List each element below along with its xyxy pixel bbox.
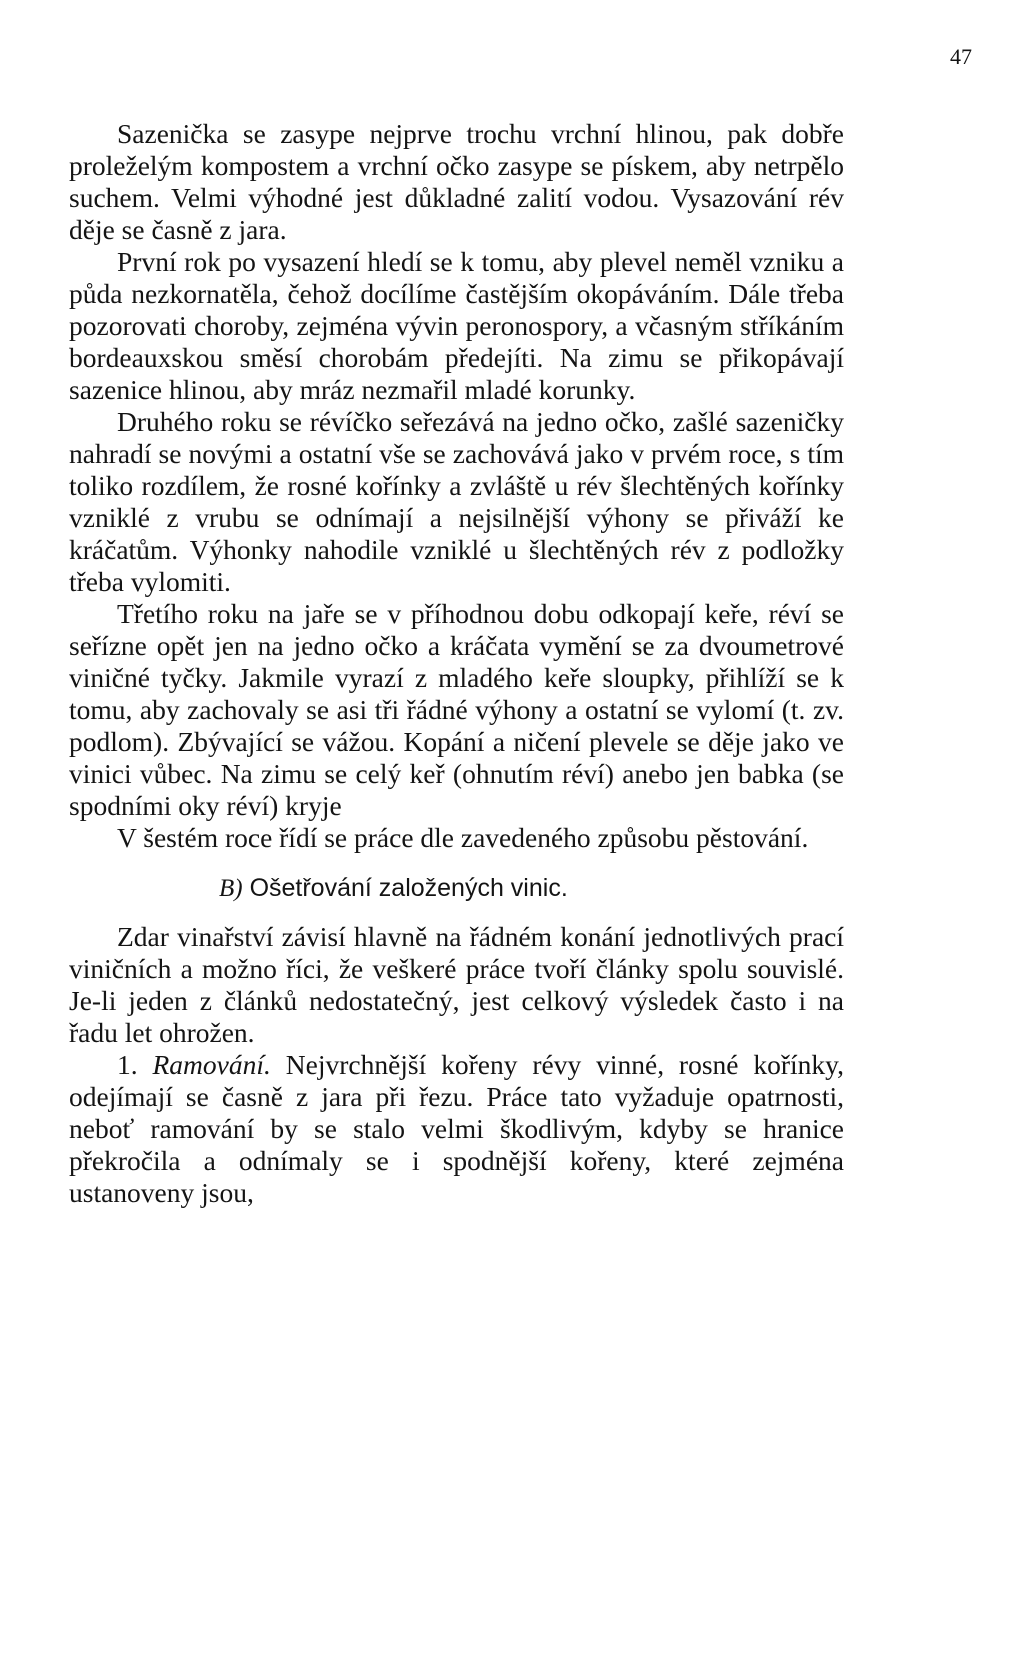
paragraph-1: Sazenička se zasype nejprve trochu vrchní hlinou, pak dobře proleželým kompostem a vrchní očko zasype se pískem, aby netrpělo suchem. Velmi výhodné jest důkladné zalití vodou. Vysazování rév děje se časně z jara.: [69, 118, 844, 245]
paragraph-2: První rok po vysazení hledí se k tomu, aby plevel neměl vzniku a půda nezkornatěla, čehož docílíme častějším okopáváním. Dále třeba pozorovati choroby, zejména vývin peronospory, a včasným stříkáním bordeauxskou směsí chorobám předejíti. Na zimu se přikopávají sazenice hlinou, aby mráz nezmařil mladé korunky.: [69, 246, 844, 405]
section-title: Ošetřování založených vinic.: [249, 874, 568, 902]
page-body: [69, 118, 844, 1209]
section-letter: B): [219, 875, 243, 902]
paragraph-5: V šestém roce řídí se práce dle zavedeného způsobu pěstování.: [117, 822, 809, 853]
item-term: Ramování.: [152, 1049, 271, 1080]
paragraph-4: Třetího roku na jaře se v příhodnou dobu odkopají keře, réví se seřízne opět jen na jedno očko a kráčata vymění se za dvoumetrové viničné tyčky. Jakmile vyrazí z mladého keře sloupky, přihlíží se k tomu, aby zachovaly se asi tři řádné výhony a ostatní se vylomí (t. zv. podlom). Zbývající se vážou. Kopání a ničení plevele se děje jako ve vinici vůbec. Na zimu se celý keř (ohnutím réví) anebo jen babka (se spodními oky réví) kryje: [69, 598, 844, 821]
item-number: 1.: [117, 1049, 138, 1080]
paragraph-6: Zdar vinařství závisí hlavně na řádném konání jednotlivých prací viničních a možno říci, že veškeré práce tvoří články spolu souvislé. Je-li jeden z článků nedostatečný, jest celkový výsledek často i na řadu let ohrožen.: [69, 921, 844, 1048]
numbered-paragraph: [69, 1049, 844, 1209]
section-heading: [69, 872, 844, 905]
paragraph-3: Druhého roku se révíčko seřezává na jedno očko, zašlé sazeničky nahradí se novými a ostatní vše se zachovává jako v prvém roce, s tím toliko rozdílem, že rosné kořínky a zvláště u rév šlechtěných kořínky vzniklé z vrubu se odnímají a nejsilnější výhony se přiváží ke kráčatům. Výhonky nahodile vzniklé u šlechtěných rév z podložky třeba vylomiti.: [69, 406, 844, 597]
item-text: Nejvrchnější kořeny révy vinné, rosné kořínky, odejímají se časně z jara při řezu. Práce tato vyžaduje opatrnosti, neboť ramování by se stalo velmi škodlivým, kdyby se hranice překročila a odnímaly se i spodnější kořeny, které zejména ustanoveny jsou,: [69, 1049, 845, 1208]
page-number: 47: [950, 44, 972, 69]
